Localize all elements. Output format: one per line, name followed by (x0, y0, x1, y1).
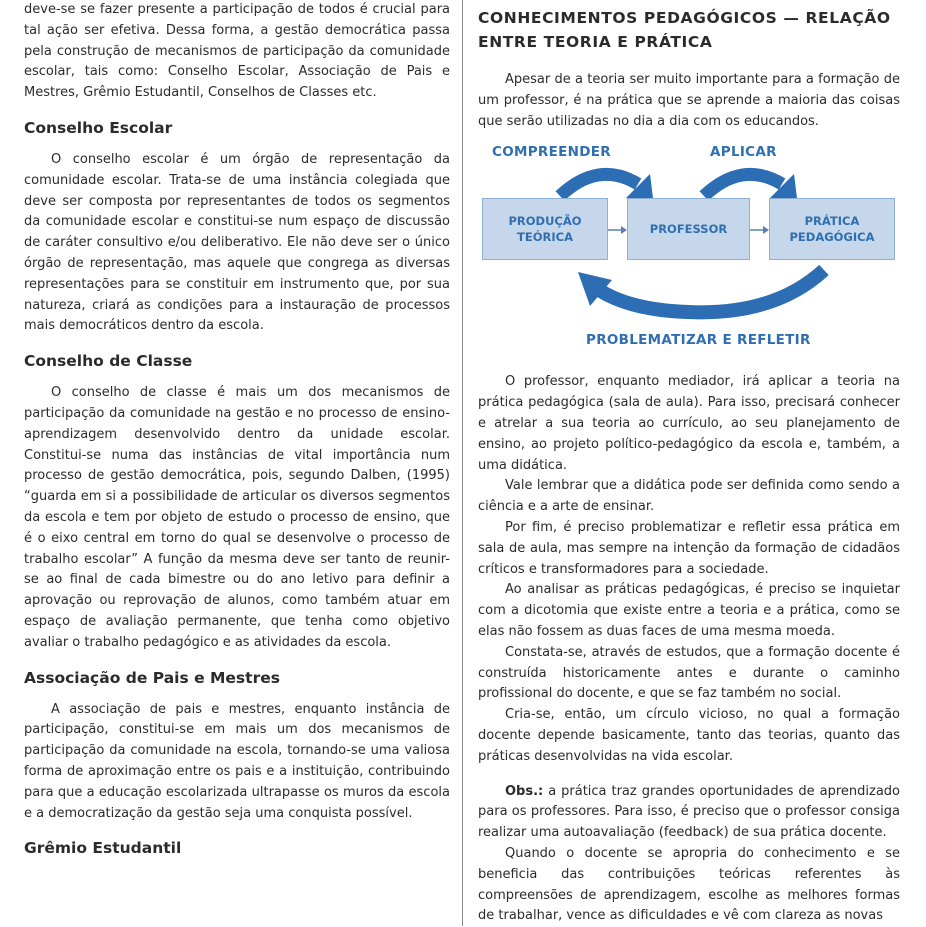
section-title (478, 6, 900, 54)
section-title-line-1: CONHECIMENTOS PEDAGÓGICOS — RELAÇÃO (478, 9, 891, 27)
box-pratica-line-2: PEDAGÓGICA (789, 230, 875, 245)
intro-paragraph: deve-se se fazer presente a participação de todos é crucial para tal ação ser efetiva. Dessa forma, a gestão democrática passa pela construção de mecanismos de participação da comunidade escolar, tais como: Conselho Escolar, Associação de Pais e Mestres, Grêmio Estudantil, Conselhos de Classes etc. (24, 2, 450, 101)
heading-associacao-pais-mestres: Associação de Pais e Mestres (24, 668, 280, 687)
left-column (24, 0, 450, 926)
paragraph-circulo-vicioso: Cria-se, então, um círculo vicioso, no qual a formação docente depende basicamente, tanto das teorias, quanto das práticas desenvolvidas na vida escolar. (478, 707, 900, 764)
box-pratica-line-1: PRÁTICA (804, 214, 860, 229)
box-professor (627, 198, 750, 260)
box-pratica-pedagogica (769, 198, 895, 260)
obs-text: a prática traz grandes oportunidades de aprendizado para os professores. Para isso, é preciso que o professor consiga realizar uma autoavaliação (feedback) de sua prática docente. (478, 783, 900, 841)
paragraph-conselho-de-classe: O conselho de classe é mais um dos mecanismos de participação da comunidade na gestão e no processo de ensino-aprendizagem desenvolvido dentro da unidade escolar. Constitui-se numa das instâncias de vital importância num processo de gestão democrática, pois, segundo Dalben, (1995) “guarda em si a possibilidade de articular os diversos segmentos da escola e tem por objeto de estudo o processo de ensino, que é o eixo central em torno do qual se desenvolve o processo de trabalho escolar” A função da mesma deve ser tanto de reunir-se ao final de cada bimestre ou do ano letivo para definir a aprovação ou reprovação de alunos, como também atuar em espaço de avaliação permanente, que tenha como objetivo avaliar o trabalho pedagógico e as atividades da escola. (24, 385, 450, 650)
curved-arrow-compreender (560, 175, 638, 197)
section-title-line-2: ENTRE TEORIA E PRÁTICA (478, 33, 713, 51)
column-divider (462, 0, 463, 926)
paragraph-analisar-praticas: Ao analisar as práticas pedagógicas, é preciso se inquietar com a dicotomia que existe entre a teoria e a prática, como se elas não fossem as duas faces de uma mesma moeda. (478, 582, 900, 639)
box-producao-teorica (482, 198, 608, 260)
right-column (478, 0, 900, 926)
curved-arrow-aplicar (704, 175, 782, 197)
label-compreender: COMPREENDER (492, 144, 611, 161)
heading-conselho-de-classe: Conselho de Classe (24, 352, 193, 371)
box-producao-line-2: TEÓRICA (517, 230, 573, 245)
box-professor-label: PROFESSOR (649, 222, 728, 237)
box-producao-line-1: PRODUÇÃO (508, 214, 582, 229)
label-problematizar-refletir: PROBLEMATIZAR E REFLETIR (586, 332, 811, 349)
paragraph-didatica: Vale lembrar que a didática pode ser definida como sendo a ciência e a arte de ensinar. (478, 478, 900, 515)
paragraph-apropria-conhecimento: Quando o docente se apropria do conhecimento e se beneficia das contribuições teóricas referentes às compreensões de aprendizagem, escolhe as melhores formas de trabalhar, vence as dificuldades e vê com clareza as novas (478, 845, 900, 924)
heading-conselho-escolar: Conselho Escolar (24, 118, 173, 137)
label-aplicar: APLICAR (710, 144, 777, 161)
paragraph-intro-theory: Apesar de a teoria ser muito importante para a formação de um professor, é na prática que se aprende a maioria das coisas que serão utilizadas no dia a dia com os educandos. (478, 72, 900, 129)
paragraph-associacao-pais-mestres: A associação de pais e mestres, enquanto instância de participação, constitui-se em mais um dos mecanismos de participação da comunidade na escola, tornando-se uma valiosa forma de aproximação entre os pais e a instituição, contribuindo para que a educação escolarizada ultrapasse os muros da escola e a democratização da gestão seja uma conquista possível. (24, 701, 450, 821)
heading-gremio-estudantil: Grêmio Estudantil (24, 839, 182, 858)
theory-practice-diagram (478, 140, 900, 362)
paragraph-conselho-escolar: O conselho escolar é um órgão de representação da comunidade escolar. Trata-se de uma instância colegiada que deve ser composta por representantes de todos os segmentos da comunidade escolar e constitui-se num espaço de discussão de caráter consultivo e/ou deliberativo. Ele não deve ser o único órgão de representação, mas aquele que congrega as diversas representações para se constituir em instrumento que, por sua natureza, criará as condições para a instauração de processos mais democráticos dentro da escola. (24, 151, 450, 334)
obs-label: Obs.: (505, 783, 544, 799)
paragraph-problematizar: Por fim, é preciso problematizar e refletir essa prática em sala de aula, mas sempre na intenção da formação de cidadãos críticos e transformadores para a sociedade. (478, 519, 900, 577)
paragraph-obs (478, 782, 900, 844)
paragraph-professor-mediador: O professor, enquanto mediador, irá aplicar a teoria na prática pedagógica (sala de aula). Para isso, precisará conhecer e atrelar a sua teoria ao currículo, ao seu planejamento de ensino, ao projeto político-pedagógico da escola e, também, a uma didática. (478, 374, 900, 473)
curved-arrow-problematizar (596, 270, 824, 312)
paragraph-formacao-docente: Constata-se, através de estudos, que a formação docente é construída historicamente antes e durante o caminho profissional do docente, e que se faz também no social. (478, 644, 900, 702)
